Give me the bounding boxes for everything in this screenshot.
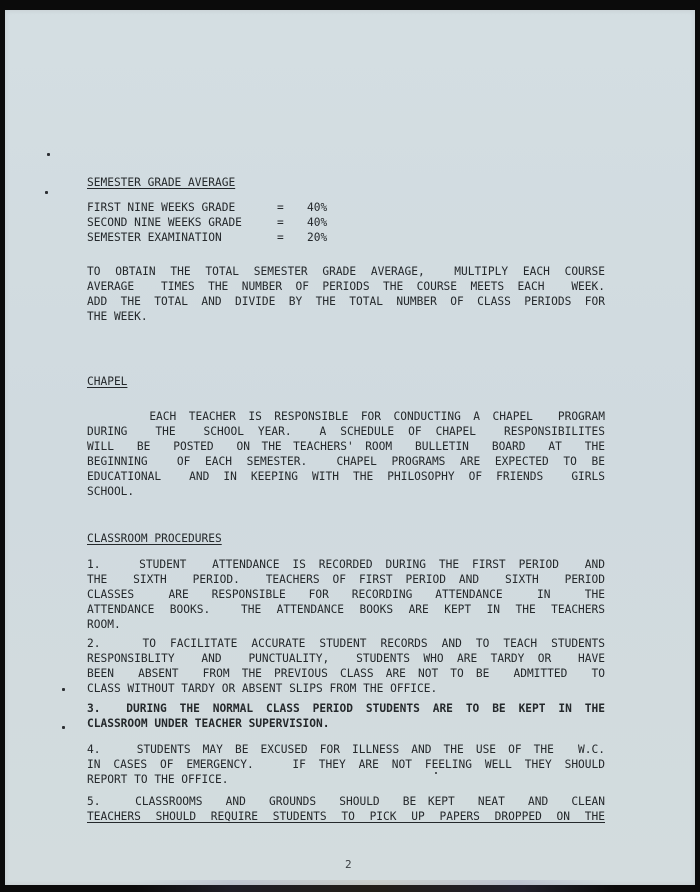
paragraph-line: CLASSROOM UNDER TEACHER SUPERVISION.	[87, 717, 330, 730]
paragraph-line: REPORT TO THE OFFICE.	[87, 773, 229, 786]
grade-row	[87, 215, 607, 230]
paragraph-line: THE SIXTH PERIOD. TEACHERS OF FIRST PERIOD AND SIXTH PERIOD	[87, 573, 605, 586]
paragraph-line: DURING THE SCHOOL YEAR. A SCHEDULE OF CHAPEL RESPONSIBILITES	[87, 425, 605, 438]
section-classroom-procedures	[87, 531, 607, 546]
paper-stain	[135, 880, 615, 892]
paragraph-line: CLASS WITHOUT TARDY OR ABSENT SLIPS FROM THE OFFICE.	[87, 682, 438, 695]
section-heading-grade: SEMESTER GRADE AVERAGE	[87, 176, 236, 189]
procedure-item-5	[87, 794, 607, 824]
paragraph-line: TO OBTAIN THE TOTAL SEMESTER GRADE AVERAGE, MULTIPLY EACH COURSE	[87, 265, 605, 278]
procedure-item-2	[87, 636, 607, 696]
paragraph-line: 1. STUDENT ATTENDANCE IS RECORDED DURING THE FIRST PERIOD AND	[87, 558, 605, 571]
paragraph-line: SCHOOL.	[87, 485, 135, 498]
paper-speck	[45, 191, 48, 194]
section-grade-average	[87, 175, 607, 190]
grade-value: 40%	[307, 216, 328, 229]
grade-paragraph	[87, 264, 607, 324]
grade-label: FIRST NINE WEEKS GRADE	[87, 201, 236, 214]
paper-speck	[62, 726, 65, 729]
grade-value: 40%	[307, 201, 328, 214]
paragraph-line: BEEN ABSENT FROM THE PREVIOUS CLASS ARE NOT TO BE ADMITTED TO	[87, 667, 605, 680]
paragraph-line: ATTENDANCE BOOKS. THE ATTENDANCE BOOKS ARE KEPT IN THE TEACHERS	[87, 603, 605, 616]
paragraph-line: 5. CLASSROOMS AND GROUNDS SHOULD BE KEPT NEAT AND CLEAN	[87, 795, 605, 808]
grade-row	[87, 200, 607, 215]
document-page	[5, 10, 695, 885]
paragraph-line: RESPONSIBLITY AND PUNCTUALITY, STUDENTS WHO ARE TARDY OR HAVE	[87, 652, 605, 665]
paragraph-line: 4. STUDENTS MAY BE EXCUSED FOR ILLNESS AND THE USE OF THE W.C.	[87, 743, 605, 756]
grade-weights-table	[87, 200, 607, 245]
page-number: 2	[345, 858, 352, 871]
grade-value: 20%	[307, 231, 328, 244]
paragraph-line: WILL BE POSTED ON THE TEACHERS' ROOM BULLETIN BOARD AT THE	[87, 440, 605, 453]
paper-speck	[47, 153, 50, 156]
paragraph-line: CLASSES ARE RESPONSIBLE FOR RECORDING ATTENDANCE IN THE	[87, 588, 605, 601]
procedure-item-3	[87, 701, 607, 731]
section-chapel	[87, 374, 607, 389]
section-heading-classroom: CLASSROOM PROCEDURES	[87, 532, 222, 545]
paragraph-line: 3. DURING THE NORMAL CLASS PERIOD STUDENTS ARE TO BE KEPT IN THE	[87, 702, 605, 715]
paragraph-line: THE WEEK.	[87, 310, 148, 323]
chapel-paragraph	[87, 409, 607, 499]
grade-equals: =	[277, 231, 284, 244]
procedure-item-1	[87, 557, 607, 632]
section-heading-chapel: CHAPEL	[87, 375, 128, 388]
paragraph-line: ROOM.	[87, 618, 121, 631]
paragraph-line: 2. TO FACILITATE ACCURATE STUDENT RECORDS AND TO TEACH STUDENTS	[87, 637, 605, 650]
paragraph-line: EDUCATIONAL AND IN KEEPING WITH THE PHILOSOPHY OF FRIENDS GIRLS	[87, 470, 605, 483]
procedure-item-4	[87, 742, 607, 787]
paragraph-line-underlined: TEACHERS SHOULD REQUIRE STUDENTS TO PICK UP PAPERS DROPPED ON THE	[87, 810, 605, 823]
paragraph-line: EACH TEACHER IS RESPONSIBLE FOR CONDUCTING A CHAPEL PROGRAM	[87, 410, 605, 423]
grade-row	[87, 230, 607, 245]
grade-equals: =	[277, 216, 284, 229]
grade-label: SEMESTER EXAMINATION	[87, 231, 222, 244]
grade-label: SECOND NINE WEEKS GRADE	[87, 216, 242, 229]
paragraph-line: AVERAGE TIMES THE NUMBER OF PERIODS THE COURSE MEETS EACH WEEK.	[87, 280, 605, 293]
paragraph-line: ADD THE TOTAL AND DIVIDE BY THE TOTAL NUMBER OF CLASS PERIODS FOR	[87, 295, 605, 308]
paper-speck	[62, 688, 65, 691]
paragraph-line: IN CASES OF EMERGENCY. IF THEY ARE NOT FEELING WELL THEY SHOULD	[87, 758, 605, 771]
paragraph-line: BEGINNING OF EACH SEMESTER. CHAPEL PROGRAMS ARE EXPECTED TO BE	[87, 455, 605, 468]
grade-equals: =	[277, 201, 284, 214]
